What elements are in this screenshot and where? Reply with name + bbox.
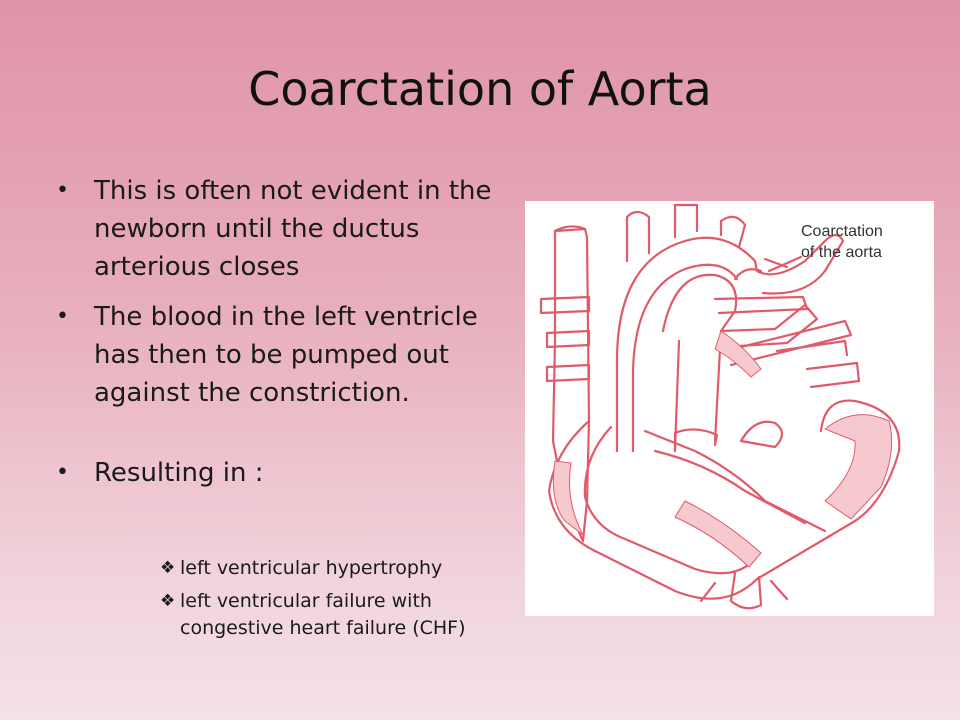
slide-title: Coarctation of Aorta	[248, 62, 712, 116]
diamond-bullet-icon: ❖	[160, 591, 176, 611]
sub-bullet-item	[160, 555, 490, 582]
bullet-dot-icon: •	[56, 304, 69, 329]
bullet-item	[56, 298, 496, 412]
figure-label	[801, 221, 883, 263]
figure-label-line: of the aorta	[801, 244, 882, 261]
bullet-text: Resulting in :	[94, 458, 264, 488]
sub-bullet-text: left ventricular hypertrophy	[180, 557, 443, 579]
heart-diagram-icon	[525, 201, 934, 616]
sub-bullet-list	[160, 555, 490, 648]
bullet-item	[56, 454, 496, 492]
bullet-text: The blood in the left ventricle has then to be pumped out against the constriction.	[94, 302, 478, 408]
bullet-dot-icon: •	[56, 460, 69, 485]
bullet-text: This is often not evident in the newborn until the ductus arterious closes	[94, 176, 492, 282]
diamond-bullet-icon: ❖	[160, 558, 176, 578]
sub-bullet-text: left ventricular failure with congestive heart failure (CHF)	[180, 590, 466, 639]
sub-bullet-item	[160, 588, 490, 642]
heart-diagram-figure	[525, 201, 934, 616]
bullet-list	[56, 172, 496, 504]
bullet-dot-icon: •	[56, 178, 69, 203]
bullet-item	[56, 172, 496, 286]
figure-label-line: Coarctation	[801, 223, 883, 240]
